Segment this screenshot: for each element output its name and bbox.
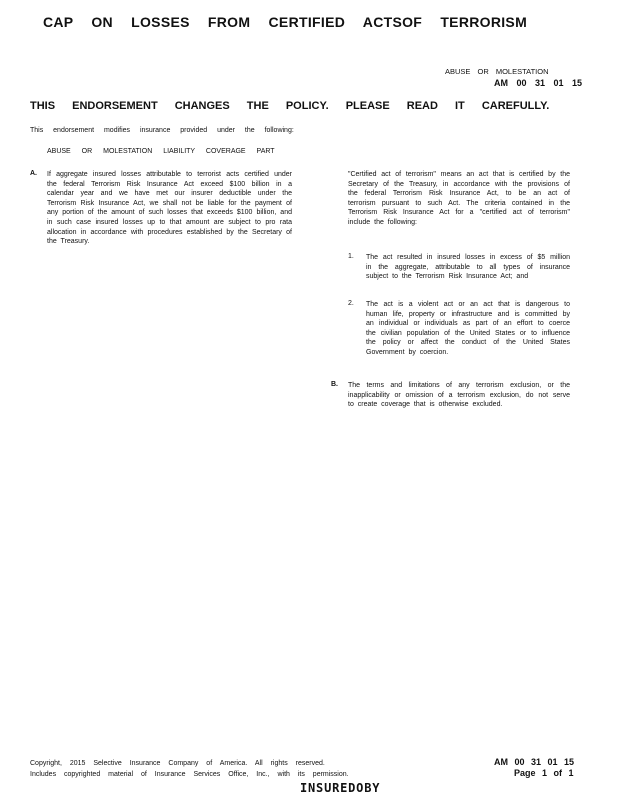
section-a-text: If aggregate insured losses attributable to terrorist acts certified under the federal Terrorism Risk Insurance Act exceed $100 billion in a calendar year and we have met our insurer deductible under the Terrorism Risk Insurance Act, we shall not be liable for the payment of any portion of the amount of such losses that exceeds $100 billion, and in such case insured losses up to that amount are subject to pro rata allocation in accordance with procedures established by the Secretary of the Treasury. [47, 171, 292, 246]
definition-block [348, 170, 570, 228]
coverage-part: ABUSE OR MOLESTATION LIABILITY COVERAGE PART [47, 148, 275, 155]
watermark: INSUREDOBY [300, 781, 381, 795]
section-b-text: The terms and limitations of any terrorism exclusion, or the inapplicability or omission of a terrorism exclusion, do not serve to create coverage that is otherwise excluded. [348, 382, 570, 409]
endorsement-notice: THIS ENDORSEMENT CHANGES THE POLICY. PLEASE READ IT CAREFULLY. [30, 100, 550, 112]
definition-text: "Certified act of terrorism" means an act that is certified by the Secretary of the Treasury, in accordance with the provisions of the federal Terrorism Risk Insurance Act, to be an act of terrorism pursuant to such Act. The criteria contained in the Terrorism Risk Insurance Act for a "certified act of terrorism" include the following: [348, 171, 570, 226]
item-2-number: 2. [348, 300, 354, 307]
item-1-number: 1. [348, 253, 354, 260]
section-a-letter: A. [30, 170, 37, 177]
footer-form-info [494, 757, 574, 779]
item-2-text: The act is a violent act or an act that is dangerous to human life, property or infrastructure and is committed by an individual or individuals as part of an effort to coerce the civilian population of the United States or to influence the policy or affect the conduct of the United States Government by coercion. [366, 301, 570, 356]
item-1-text: The act resulted in insured losses in excess of $5 million in the aggregate, attributable to all types of insurance subject to the Terrorism Risk Insurance Act; and [366, 254, 570, 281]
intro-text: This endorsement modifies insurance provided under the following: [30, 127, 294, 134]
form-number-header: AM 00 31 01 15 [494, 78, 583, 88]
copyright-line-1: Copyright, 2015 Selective Insurance Company of America. All rights reserved. [30, 760, 325, 767]
copyright-line-2: Includes copyrighted material of Insurance Services Office, Inc., with its permission. [30, 771, 349, 778]
document-title: CAP ON LOSSES FROM CERTIFIED ACTSOF TERRORISM [42, 14, 528, 30]
footer-copyright [30, 758, 349, 780]
form-number-footer: AM 00 31 01 15 [494, 757, 575, 767]
section-b-letter: B. [331, 381, 338, 388]
form-name: ABUSE OR MOLESTATION [445, 67, 549, 76]
page-number: Page 1 of 1 [514, 768, 574, 778]
